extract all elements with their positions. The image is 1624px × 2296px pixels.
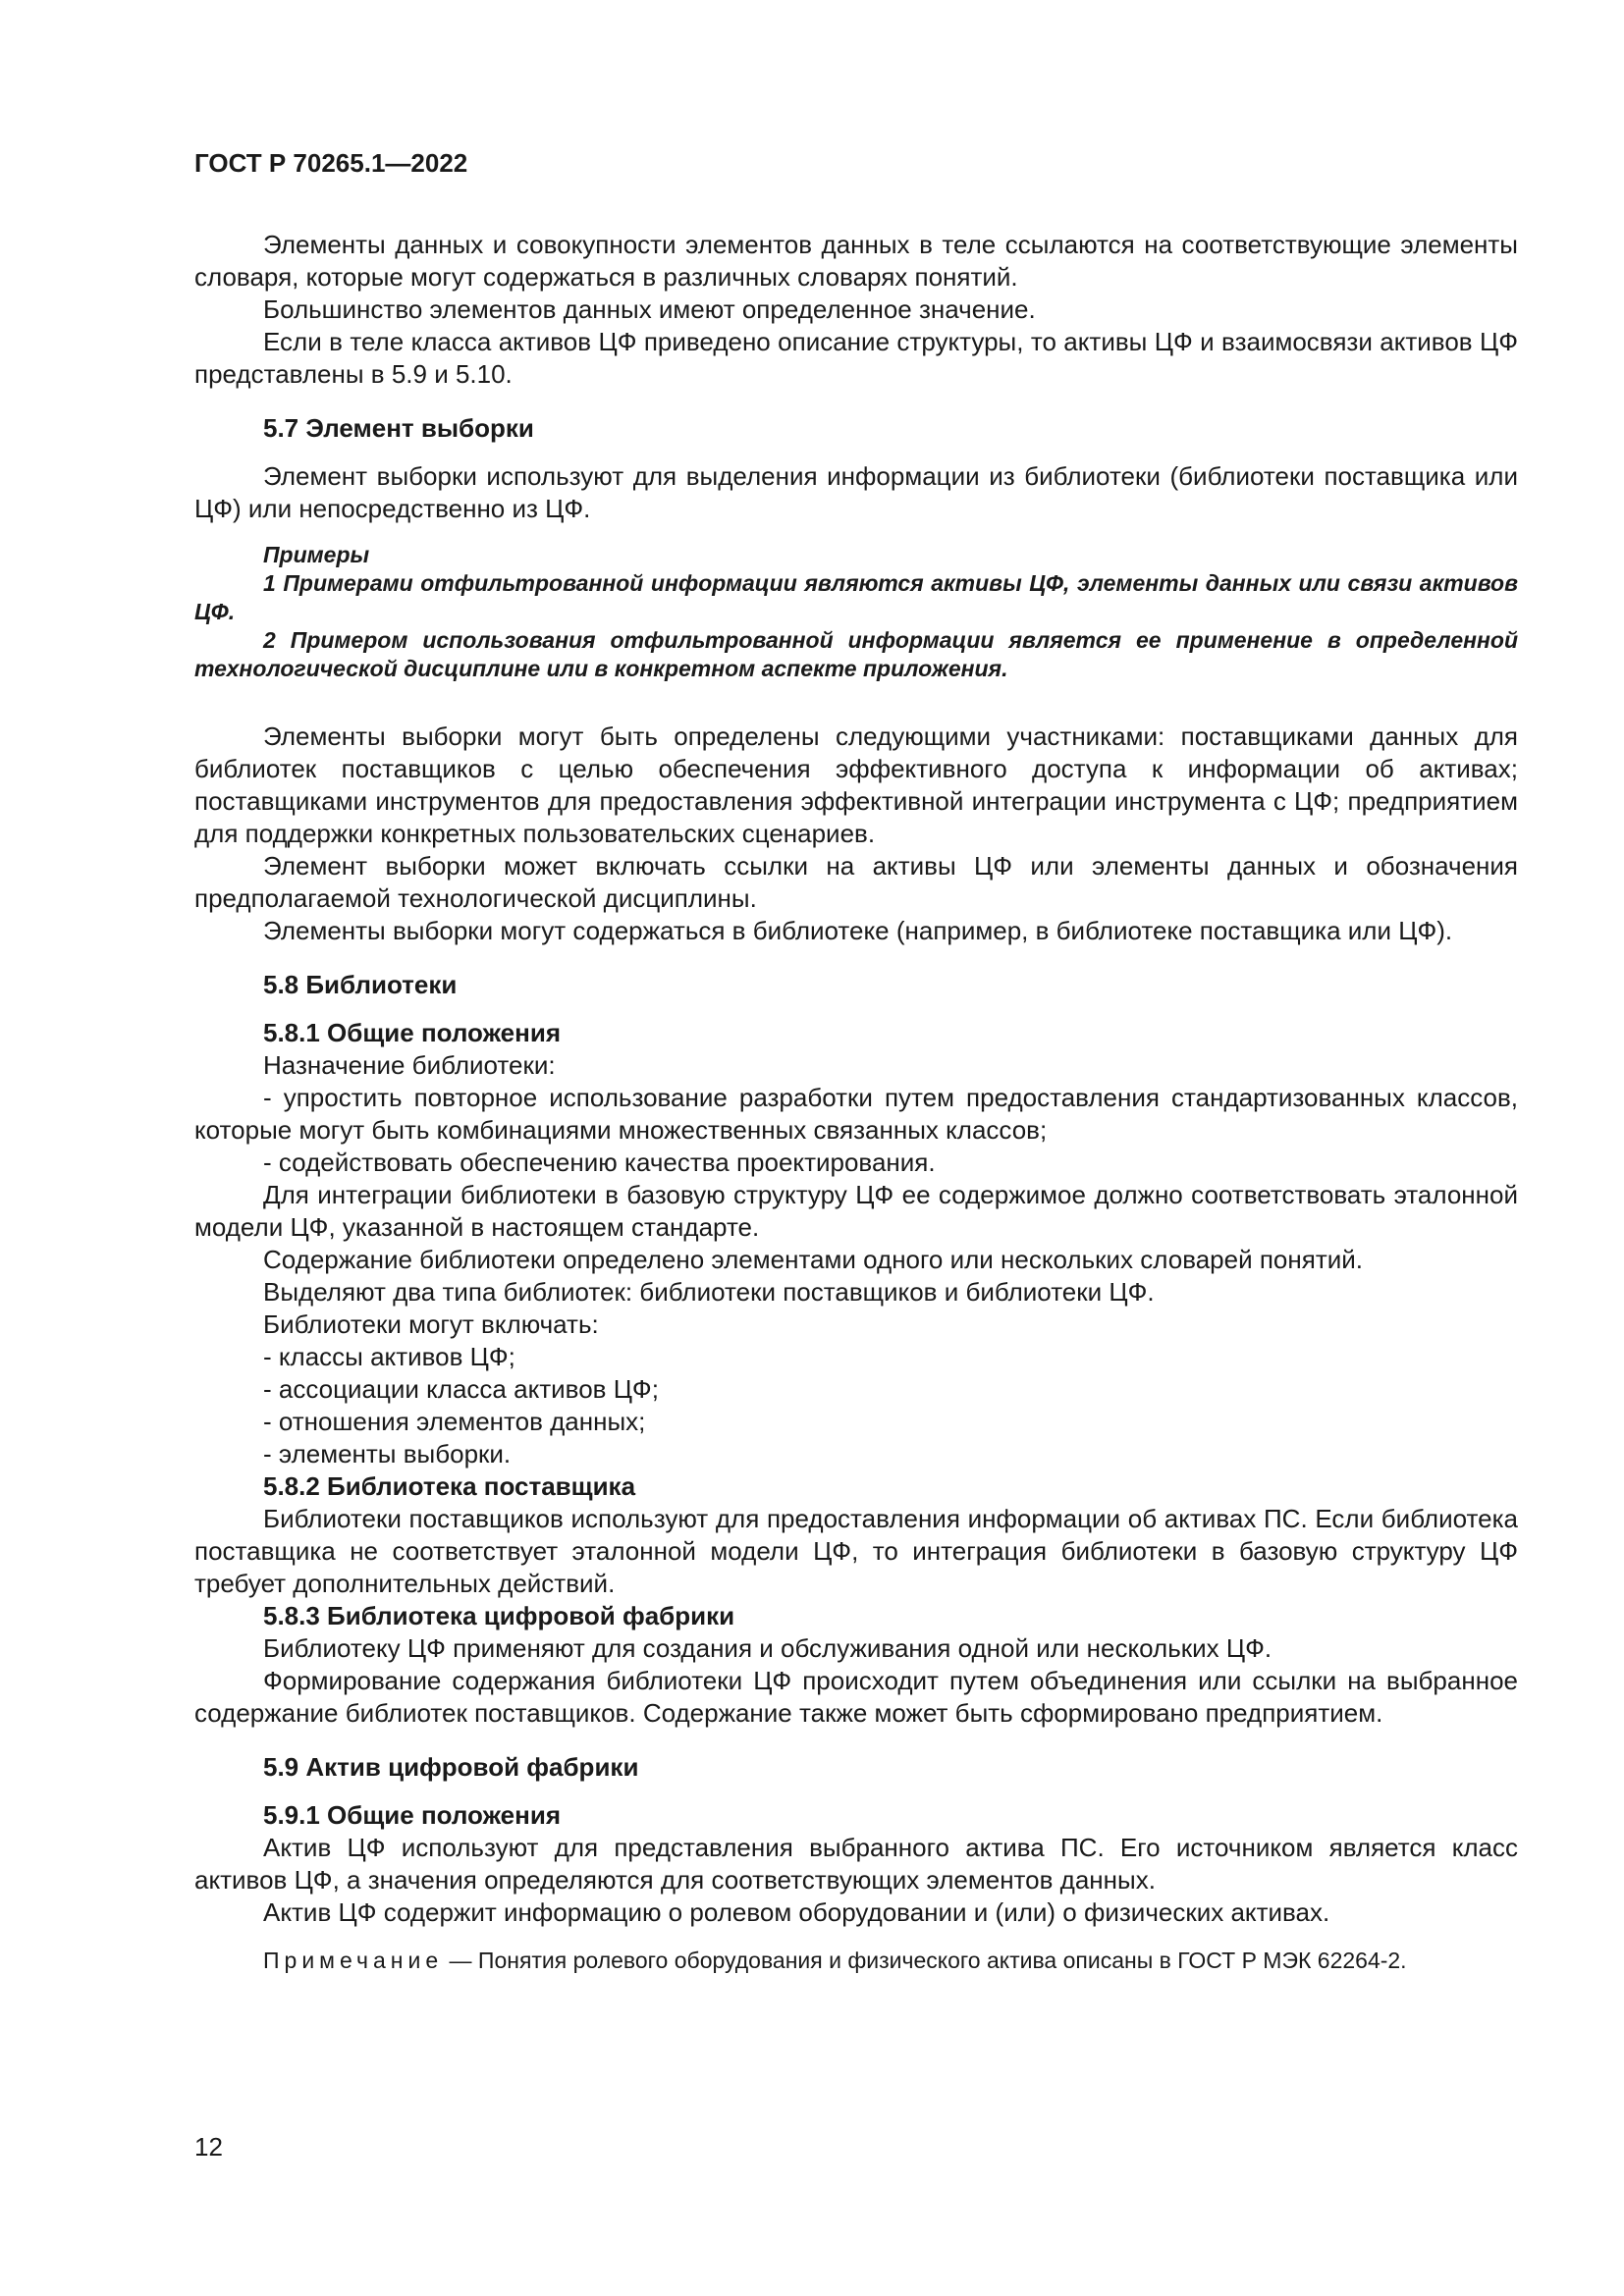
note-label: Примечание	[263, 1948, 444, 1973]
section-5-9-title: 5.9 Актив цифровой фабрики	[263, 1752, 639, 1782]
section-5-9-1-title: 5.9.1 Общие положения	[263, 1800, 561, 1830]
include-item-2: - ассоциации класса активов ЦФ;	[263, 1374, 659, 1404]
section-5-8-3-paragraph-1: Библиотеку ЦФ применяют для создания и обслуживания одной или нескольких ЦФ.	[263, 1633, 1272, 1663]
section-5-7-title: 5.7 Элемент выборки	[263, 413, 534, 443]
intro-paragraph-3: Если в теле класса активов ЦФ приведено описание структуры, то активы ЦФ и взаимосвязи активов ЦФ представлены в 5.9 и 5.10.	[194, 327, 1518, 389]
section-5-8-3-paragraph-2: Формирование содержания библиотеки ЦФ происходит путем объединения или ссылки на выбранное содержание библиотек поставщиков. Содержание также может быть сформировано предприятием.	[194, 1666, 1518, 1728]
section-5-9-1-paragraph-1: Актив ЦФ используют для представления выбранного актива ПС. Его источником является класс активов ЦФ, а значения определяются для соответствующих элементов данных.	[194, 1833, 1518, 1895]
include-item-3: - отношения элементов данных;	[263, 1407, 646, 1436]
section-5-7-paragraph-4: Элементы выборки могут содержаться в библиотеке (например, в библиотеке поставщика или ЦФ).	[263, 916, 1453, 945]
section-5-8-1-paragraph-1: Для интеграции библиотеки в базовую структуру ЦФ ее содержимое должно соответствовать эталонной модели ЦФ, указанной в настоящем стандарте.	[194, 1180, 1518, 1242]
note-text: — Понятия ролевого оборудования и физического актива описаны в ГОСТ Р МЭК 62264-2.	[443, 1948, 1407, 1973]
section-5-8-2-title: 5.8.2 Библиотека поставщика	[263, 1471, 636, 1501]
section-5-8-title: 5.8 Библиотеки	[263, 970, 458, 999]
section-5-9-1-paragraph-2: Актив ЦФ содержит информацию о ролевом оборудовании и (или) о физических активах.	[263, 1897, 1330, 1927]
example-2: 2 Примером использования отфильтрованной информации является ее применение в определенной технологической дисциплине или в конкретном аспекте приложения.	[194, 627, 1518, 681]
note	[194, 1945, 1518, 1977]
intro-paragraph-1: Элементы данных и совокупности элементов данных в теле ссылаются на соответствующие элементы словаря, которые могут содержаться в различных словарях понятий.	[194, 230, 1518, 292]
section-5-8-1-paragraph-3: Выделяют два типа библиотек: библиотеки поставщиков и библиотеки ЦФ.	[263, 1277, 1155, 1307]
section-5-7-paragraph-2: Элементы выборки могут быть определены следующими участниками: поставщиками данных для библиотек поставщиков с целью обеспечения эффективного доступа к информации об активах; поставщиками инструментов для предоставления эффективной интеграции инструмента с ЦФ; предприятием для поддержки конкретных пользовательских сценариев.	[194, 721, 1518, 848]
section-5-8-1-paragraph-4: Библиотеки могут включать:	[263, 1309, 599, 1339]
include-item-4: - элементы выборки.	[263, 1439, 512, 1468]
purpose-item-1: - упростить повторное использование разработки путем предоставления стандартизованных классов, которые могут быть комбинациями множественных связанных классов;	[194, 1083, 1518, 1145]
document-header: ГОСТ Р 70265.1—2022	[194, 148, 468, 178]
section-5-8-2-paragraph: Библиотеки поставщиков используют для предоставления информации об активах ПС. Если библиотека поставщика не соответствует эталонной модели ЦФ, то интеграция библиотеки в базовую структуру ЦФ требует дополнительных действий.	[194, 1504, 1518, 1598]
example-1: 1 Примерами отфильтрованной информации являются активы ЦФ, элементы данных или связи активов ЦФ.	[194, 570, 1518, 624]
include-item-1: - классы активов ЦФ;	[263, 1342, 515, 1371]
section-5-8-3-title: 5.8.3 Библиотека цифровой фабрики	[263, 1601, 735, 1630]
intro-paragraph-2: Большинство элементов данных имеют определенное значение.	[263, 294, 1036, 324]
purpose-item-2: - содействовать обеспечению качества проектирования.	[263, 1148, 936, 1177]
section-5-7-paragraph-1: Элемент выборки используют для выделения информации из библиотеки (библиотеки поставщика или ЦФ) или непосредственно из ЦФ.	[194, 461, 1518, 523]
library-purpose: Назначение библиотеки:	[263, 1050, 556, 1080]
section-5-7-paragraph-3: Элемент выборки может включать ссылки на активы ЦФ или элементы данных и обозначения предполагаемой технологической дисциплины.	[194, 851, 1518, 913]
page-number: 12	[194, 2132, 223, 2162]
examples-block	[194, 541, 1518, 683]
section-5-8-1-title: 5.8.1 Общие положения	[263, 1018, 561, 1047]
section-5-8-1-paragraph-2: Содержание библиотеки определено элементами одного или нескольких словарей понятий.	[263, 1245, 1363, 1274]
examples-title: Примеры	[263, 542, 370, 567]
page-content	[194, 147, 1518, 1977]
